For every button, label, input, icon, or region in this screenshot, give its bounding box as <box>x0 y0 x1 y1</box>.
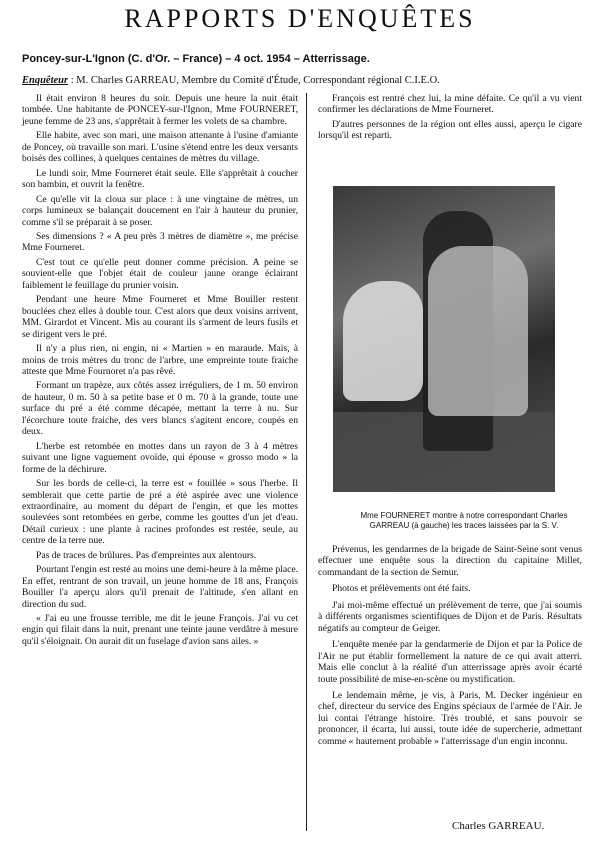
report-subtitle: Poncey-sur-L'Ignon (C. d'Or. – France) – 4 oct. 1954 – Atterrissage. <box>22 53 370 65</box>
paragraph: Photos et prélèvements ont été faits. <box>332 583 471 595</box>
paragraph: Le lundi soir, Mme Fourneret était seule. Elle s'apprêtait à coucher son bambin, et ouvrit la fenêtre. <box>22 167 298 191</box>
paragraph: François est rentré chez lui, la mine défaite. Ce qu'il a vu vient confirmer les déclarations de Mme Fourneret. <box>318 93 582 116</box>
paragraph: « J'ai eu une frousse terrible, me dit le jeune François. J'ai vu cet engin qui filait dans la nuit, prenant une teinte jaune verdâtre à mesure qu'il s'éloignait. On aurait dit un fuselage d'avion sans ailes. » <box>22 613 298 647</box>
paragraph: L'enquête menée par la gendarmerie de Dijon et par la Police de l'Air ne put établir formellement la nature de ce qui avait atterri. Mais elle conclut à la réalité d'un atterrissage après avoir écarté toute possibilité de mise-en-scène ou mystification. <box>318 639 582 685</box>
photo-figure <box>343 281 423 401</box>
paragraph: D'autres personnes de la région ont elles aussi, aperçu le cigare lorsqu'il est reparti. <box>318 118 582 142</box>
paragraph: C'est tout ce qu'elle peut donner comme précision. A peine se souvient-elle que l'objet était de couleur jaune orange éclairant faiblement le feuillage du prunier voisin. <box>22 256 298 291</box>
paragraph: Formant un trapèze, aux côtés assez irréguliers, de 1 m. 50 environ de hauteur, 0 m. 50 à sa petite base et 0 m. 70 à la grande, toute une surface du pré a été comme décapée, mettant la terre à nu. Sur l'écorchure toute fraiche, des vers blancs s'agitent encore, coupés en deux. <box>22 380 298 438</box>
paragraph: Il n'y a plus rien, ni engin, ni « Martien » en maraude. Mais, à moins de trois mètres du tronc de l'arbre, une empreinte toute fraiche atteste que Mme Fournoret n'a pas rêvé. <box>22 343 298 377</box>
paragraph: Ses dimensions ? « A peu près 3 mètres de diamètre », me précise Mme Fourneret. <box>22 230 298 254</box>
paragraph: Elle habite, avec son mari, une maison attenante à l'usine d'amiante de Poncey, où travaille son mari. L'usine s'étend entre les deux versants boisés des collines, à quelques centaines de mètres du village. <box>22 130 298 165</box>
paragraph: Ce qu'elle vit la cloua sur place : à une vingtaine de mètres, un corps lumineux se balançait doucement en l'air à hauteur du prunier, comme s'il se préparait à se poser. <box>22 193 298 228</box>
left-column <box>22 93 298 650</box>
right-column-top <box>318 93 582 145</box>
paragraph: Pendant une heure Mme Fourneret et Mme Bouiller restent bouclées chez elles à double tour. C'est alors que deux voisins arrivent, MM. Girardot et Vincent. Mis au courant ils s'arment de leurs fusils et se dirigent vers le pré. <box>22 294 298 340</box>
paragraph: L'herbe est retombée en mottes dans un rayon de 3 à 4 mètres suivant une ligne vaguement ovoïde, qui épouse « grosso modo » la forme de la déchirure. <box>22 440 298 475</box>
paragraph: Pas de traces de brûlures. Pas d'empreintes aux alentours. <box>36 549 257 561</box>
page-title: RAPPORTS D'ENQUÊTES <box>124 4 476 33</box>
paragraph: Sur les bords de celle-ci, la terre est « fouillée » sous l'herbe. Il semblerait que cette partie de pré a été aspirée avec une violence extraordinaire, au moment du départ de l'engin, et que les mottes soulevées sont retombées en gerbe, comme les gouttes d'un jet d'eau. Détail curieux : une plante à racines profondes est restée, seule, au centre de la terre nue. <box>22 478 298 547</box>
photo <box>333 186 555 496</box>
right-column-bottom <box>318 544 582 752</box>
photo-figure <box>428 246 528 416</box>
photo-caption: Mme FOURNERET montre à notre correspondant Charles GARREAU (à gauche) les traces laissées par la S. V. <box>360 511 568 530</box>
investigator-label: Enquêteur <box>22 75 69 86</box>
column-divider <box>306 93 307 831</box>
investigator-text: : M. Charles GARREAU, Membre du Comité d'Étude, Correspondant régional C.I.E.O. <box>70 75 440 86</box>
photo-image <box>333 186 555 492</box>
paragraph: Pourtant l'engin est resté au moins une demi-heure à la même place. En effet, rentrant de son travail, un jeune homme de 18 ans, François Bouiller l'a aperçu alors qu'il prenait de l'altitude, s'en allant en direction du sud. <box>22 564 298 610</box>
investigator-line <box>22 75 592 86</box>
paragraph: Il était environ 8 heures du soir. Depuis une heure la nuit était tombée. Une habitante de PONCEY-sur-l'Ignon, Mme FOURNERET, jeune femme de 23 ans, s'apprêtait à fermer les volets de sa chambre. <box>22 93 298 127</box>
paragraph: Prévenus, les gendarmes de la brigade de Saint-Seine sont venus effectuer une enquête sous la direction du capitaine Millet, commandant de la section de Semur. <box>318 544 582 578</box>
paragraph: Le lendemain même, je vis, à Paris, M. Decker ingénieur en chef, directeur du service des Engins spéciaux de l'armée de l'Air. Je lui contai l'étrange histoire. Très troublé, et sans pouvoir se prononcer, il écarta, lui aussi, toute idée de supercherie, admettant comme « hautement probable » l'atterrissage d'un engin inconnu. <box>318 689 582 747</box>
paragraph: J'ai moi-même effectué un prélèvement de terre, que j'ai soumis à différents organismes scientifiques de Dijon et de Paris. Résultats négatifs au compteur de Geiger. <box>318 599 582 634</box>
signature: Charles GARREAU. <box>452 820 545 832</box>
